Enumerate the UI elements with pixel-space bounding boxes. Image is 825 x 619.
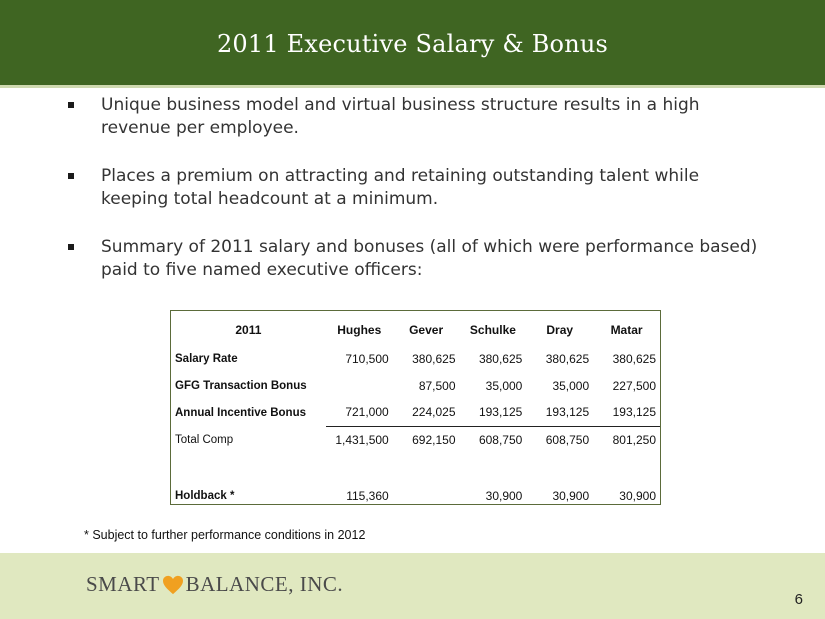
column-header-gever: Gever: [409, 323, 444, 337]
table-row-holdback: [171, 482, 660, 509]
column-header-schulke: Schulke: [469, 323, 516, 337]
table-cell: 608,750: [478, 432, 523, 447]
table-row-annual-bonus: [171, 399, 660, 426]
table-cell: 30,900: [619, 488, 656, 503]
table-cell: 115,360: [346, 488, 389, 503]
compensation-table: [170, 310, 661, 505]
company-logo: [86, 572, 343, 597]
bullet-text: Unique business model and virtual business structure results in a high revenue per employee.: [101, 95, 700, 138]
table-cell: 801,250: [612, 432, 656, 447]
table-cell: 30,900: [552, 488, 590, 503]
table-cell: 608,750: [545, 432, 590, 447]
slide-header: [0, 0, 825, 88]
bullet-text: Summary of 2011 salary and bonuses (all of which were performance based) paid to five named executive officers:: [101, 237, 758, 280]
row-label: Total Comp: [175, 433, 234, 446]
bullet-square-icon: [68, 94, 101, 140]
bullet-item: [68, 165, 758, 211]
table-cell: 380,625: [612, 351, 656, 366]
table-cell: [326, 372, 393, 399]
table-spacer-row: [171, 453, 660, 482]
row-label: GFG Transaction Bonus: [175, 379, 307, 392]
bullet-item: [68, 236, 758, 282]
table-cell: 35,000: [485, 378, 523, 393]
bullet-item: [68, 94, 758, 140]
table-cell: 380,625: [545, 351, 590, 366]
bullet-square-icon: [68, 236, 101, 282]
row-label: Holdback *: [175, 489, 235, 502]
table-cell: 692,150: [412, 432, 456, 447]
footnote: * Subject to further performance conditions in 2012: [84, 528, 366, 542]
table-cell: 710,500: [345, 351, 389, 366]
table-cell: 227,500: [612, 378, 656, 393]
heart-icon: [162, 575, 184, 595]
table-row-salary-rate: [171, 345, 660, 372]
table-cell: 30,900: [485, 488, 523, 503]
table-cell: 35,000: [552, 378, 590, 393]
table-cell: [393, 482, 460, 509]
table-cell: 380,625: [478, 351, 523, 366]
row-label: Annual Incentive Bonus: [175, 406, 306, 419]
bullet-list: [68, 94, 758, 307]
logo-text-right: BALANCE, INC.: [185, 572, 344, 596]
table-header-row: [171, 311, 660, 345]
table-cell: 721,000: [326, 399, 393, 426]
table-row-total-comp: [171, 426, 660, 453]
table-row-gfg-bonus: [171, 372, 660, 399]
column-header-matar: Matar: [610, 323, 643, 337]
logo-text-left: SMART: [86, 572, 160, 596]
column-header-hughes: Hughes: [337, 323, 382, 337]
table-cell: 87,500: [418, 378, 456, 393]
table-cell: 193,125: [593, 399, 660, 426]
column-header-dray: Dray: [546, 323, 574, 337]
table-cell: 193,125: [526, 399, 593, 426]
page-number: 6: [794, 591, 803, 608]
bullet-text: Places a premium on attracting and retaining outstanding talent while keeping total headcount at a minimum.: [101, 166, 700, 209]
table-cell: 380,625: [412, 351, 456, 366]
table-year-header: 2011: [235, 323, 262, 337]
slide-footer: [0, 553, 825, 619]
row-label: Salary Rate: [175, 352, 238, 365]
table-cell: 193,125: [460, 399, 527, 426]
table-cell: 224,025: [393, 399, 460, 426]
bullet-square-icon: [68, 165, 101, 211]
slide-title: 2011 Executive Salary & Bonus: [216, 30, 609, 58]
table-cell: 1,431,500: [335, 432, 389, 447]
